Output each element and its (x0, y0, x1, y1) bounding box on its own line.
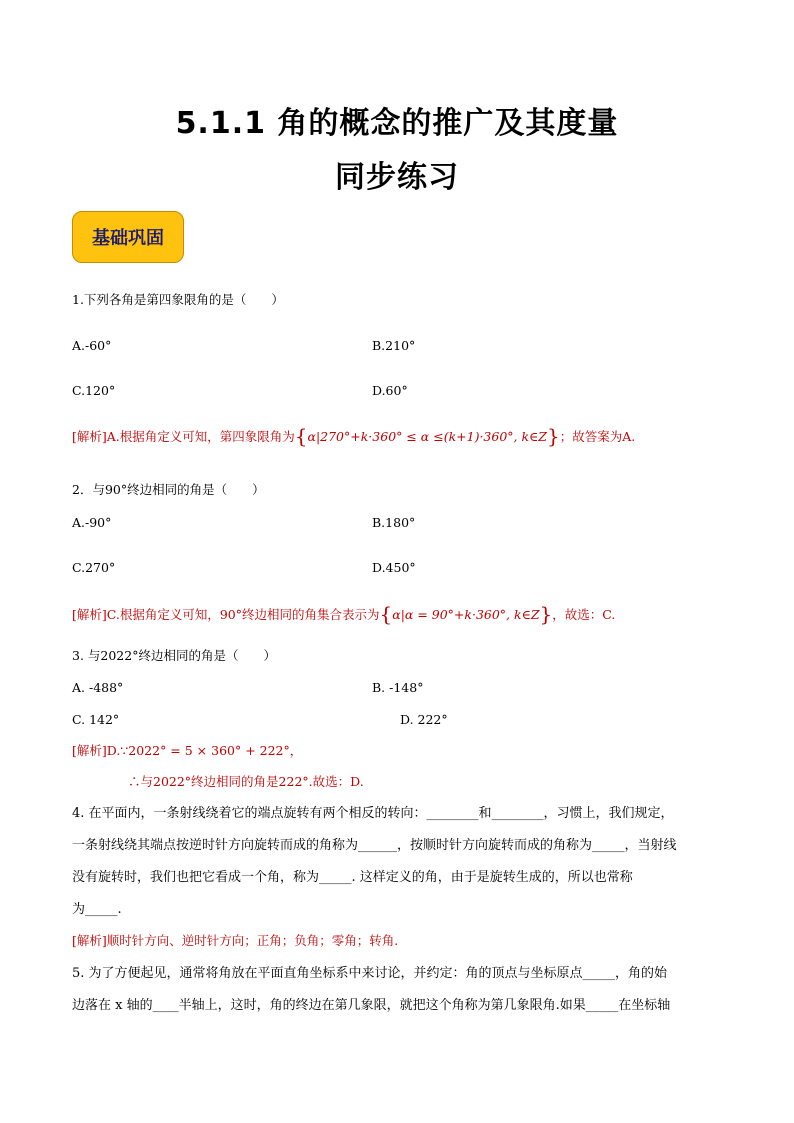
q3-analysis-line2: ∴与2022°终边相同的角是222°.故选：D. (128, 774, 364, 789)
q2-option-a: A.-90° (72, 515, 112, 530)
q3-option-c: C. 142° (72, 712, 120, 727)
q4-line2: 一条射线绕其端点按逆时针方向旋转而成的角称为______，按顺时针方向旋转而成的角称为_____，当射线 (72, 838, 677, 853)
q5-line2: 边落在 x 轴的____半轴上，这时，角的终边在第几象限，就把这个角称为第几象限角.如果_____在坐标轴 (72, 998, 671, 1013)
q2-stem: 2．与90°终边相同的角是（ ） (72, 482, 265, 497)
q5-line1: 5. 为了方便起见，通常将角放在平面直角坐标系中来讨论，并约定：角的顶点与坐标原点_____，角的始 (72, 966, 668, 981)
page-title-line2: 同步练习 (335, 160, 459, 195)
page-title-line1: 5.1.1 角的概念的推广及其度量 (175, 106, 619, 141)
q3-option-a: A. -488° (72, 680, 124, 695)
q2-analysis-suffix: ，故选：C. (552, 607, 616, 622)
q1-stem: 1.下列各角是第四象限角的是（ ） (72, 292, 284, 307)
q3-analysis-line1: [解析]D.∵2022° = 5 × 360° + 222°， (72, 743, 303, 758)
section-badge: 基础巩固 (72, 211, 184, 263)
q4-line1: 4. 在平面内，一条射线绕着它的端点旋转有两个相反的转向：________和________，习惯上，我们规定， (72, 806, 674, 821)
q2-analysis (72, 602, 616, 626)
q2-option-b: B.180° (372, 515, 416, 530)
q2-option-c: C.270° (72, 560, 116, 575)
q4-line3: 没有旋转时，我们也把它看成一个角，称为_____. 这样定义的角，由于是旋转生成的，所以也常称 (72, 870, 633, 885)
q1-analysis (72, 424, 636, 448)
q1-option-d: D.60° (372, 383, 408, 398)
q3-stem: 3. 与2022°终边相同的角是（ ） (72, 648, 276, 663)
q1-analysis-prefix: [解析]A.根据角定义可知，第四象限角为 (72, 429, 295, 444)
q3-option-d: D. 222° (400, 712, 448, 727)
q2-analysis-formula: {α|α = 90°+k·360°, k∈Z} (379, 602, 553, 626)
q1-option-c: C.120° (72, 383, 116, 398)
q1-option-b: B.210° (372, 338, 416, 353)
q1-option-a: A.-60° (72, 338, 112, 353)
q2-option-d: D.450° (372, 560, 416, 575)
q1-analysis-formula: {α|270°+k·360° ≤ α ≤(k+1)·360°, k∈Z} (294, 424, 560, 448)
q2-analysis-prefix: [解析]C.根据角定义可知，90°终边相同的角集合表示为 (72, 607, 380, 622)
q1-analysis-suffix: ；故答案为A. (559, 429, 636, 444)
q4-line4: 为_____. (72, 902, 122, 917)
q3-option-b: B. -148° (372, 680, 424, 695)
q4-analysis: [解析]顺时针方向、逆时针方向；正角；负角；零角；转角. (72, 933, 399, 948)
